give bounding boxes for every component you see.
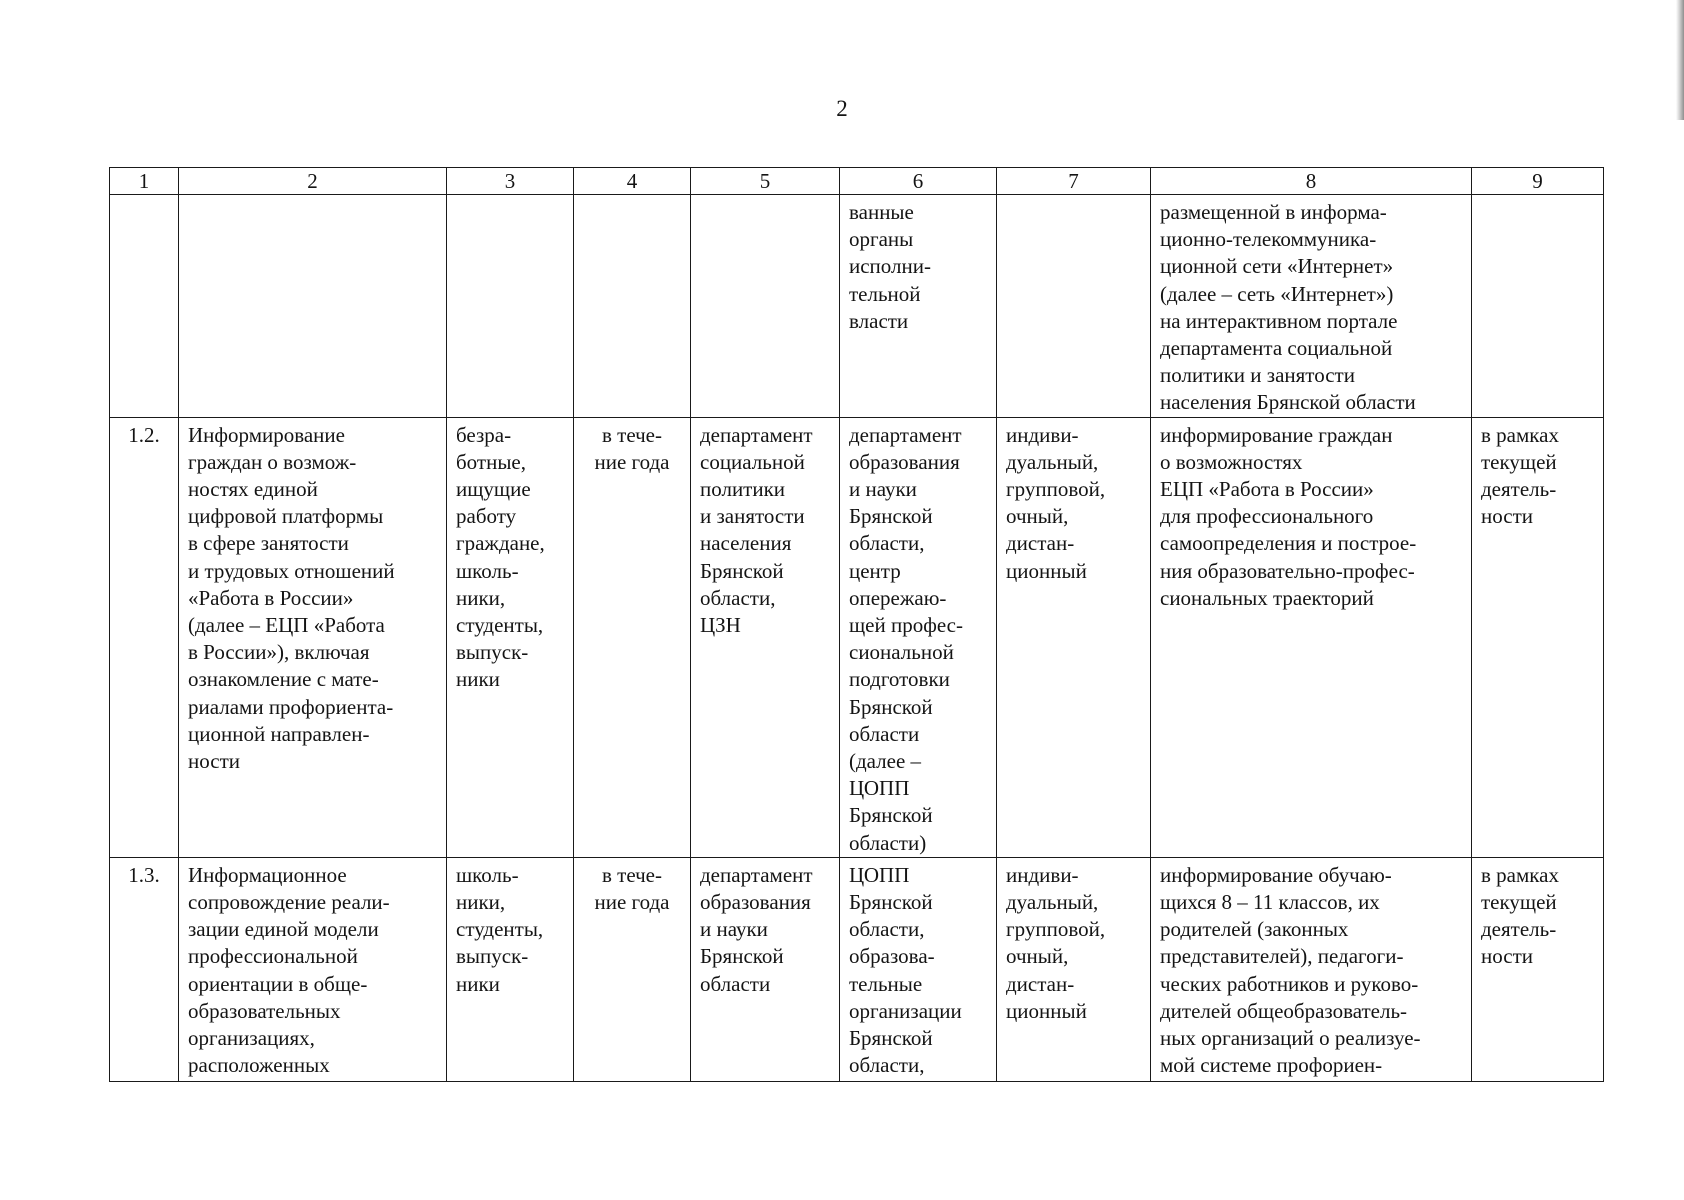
cell-item-number: [110, 195, 179, 418]
cell-target-group: школь- ники, студенты, выпуск- ники: [447, 857, 574, 1081]
cell-timeframe: в тече- ние года: [574, 417, 691, 857]
cell-timeframe: [574, 195, 691, 418]
cell-responsible: департамент социальной политики и занятости населения Брянской области, ЦЗН: [691, 417, 840, 857]
column-header-5: 5: [691, 168, 840, 195]
cell-timeframe: в тече- ние года: [574, 857, 691, 1081]
cell-responsible: департамент образования и науки Брянской области: [691, 857, 840, 1081]
cell-funding: в рамках текущей деятель- ности: [1472, 857, 1604, 1081]
cell-format: индиви- дуальный, групповой, очный, дистан- ционный: [997, 857, 1151, 1081]
cell-item-number: 1.2.: [110, 417, 179, 857]
column-header-8: 8: [1151, 168, 1472, 195]
cell-expected-result: информирование граждан о возможностях ЕЦП «Работа в России» для профессионального самоопределения и построе- ния образовательно-профес- сиональных траекторий: [1151, 417, 1472, 857]
column-header-4: 4: [574, 168, 691, 195]
cell-target-group: [447, 195, 574, 418]
cell-co-executors: департамент образования и науки Брянской области, центр опережаю- щей профес- сиональной подготовки Брянской области (далее – ЦОПП Брянской области): [840, 417, 997, 857]
cell-item-number: 1.3.: [110, 857, 179, 1081]
column-header-9: 9: [1472, 168, 1604, 195]
column-header-3: 3: [447, 168, 574, 195]
cell-measure-name: Информационное сопровождение реали- зации единой модели профессиональной ориентации в обще- образовательных организациях, расположенных: [179, 857, 447, 1081]
cell-measure-name: Информирование граждан о возмож- ностях единой цифровой платформы в сфере занятости и трудовых отношений «Работа в России» (далее – ЕЦП «Работа в России»), включая ознакомление с мате- риалами профориента- ционной направлен- ности: [179, 417, 447, 857]
cell-expected-result: размещенной в информа- ционно-телекоммуника- ционной сети «Интернет» (далее – сеть «Интернет») на интерактивном портале департамента социальной политики и занятости населения Брянской области: [1151, 195, 1472, 418]
page-number: 2: [836, 96, 848, 121]
cell-format: [997, 195, 1151, 418]
cell-funding: в рамках текущей деятель- ности: [1472, 417, 1604, 857]
column-header-2: 2: [179, 168, 447, 195]
column-header-7: 7: [997, 168, 1151, 195]
table-row-1-2: [110, 417, 1604, 857]
table-row-continuation: [110, 195, 1604, 418]
cell-target-group: безра- ботные, ищущие работу граждане, школь- ники, студенты, выпуск- ники: [447, 417, 574, 857]
cell-format: индиви- дуальный, групповой, очный, дистан- ционный: [997, 417, 1151, 857]
column-header-1: 1: [110, 168, 179, 195]
cell-expected-result: информирование обучаю- щихся 8 – 11 классов, их родителей (законных представителей), педагоги- ческих работников и руково- дителей общеобразователь- ных организаций о реализуе- мой системе профориен-: [1151, 857, 1472, 1081]
measures-table: [109, 167, 1604, 1082]
table-row-1-3: [110, 857, 1604, 1081]
cell-co-executors: ванные органы исполни- тельной власти: [840, 195, 997, 418]
cell-funding: [1472, 195, 1604, 418]
column-header-6: 6: [840, 168, 997, 195]
cell-measure-name: [179, 195, 447, 418]
cell-responsible: [691, 195, 840, 418]
cell-co-executors: ЦОПП Брянской области, образова- тельные организации Брянской области,: [840, 857, 997, 1081]
column-number-header-row: [110, 168, 1604, 195]
